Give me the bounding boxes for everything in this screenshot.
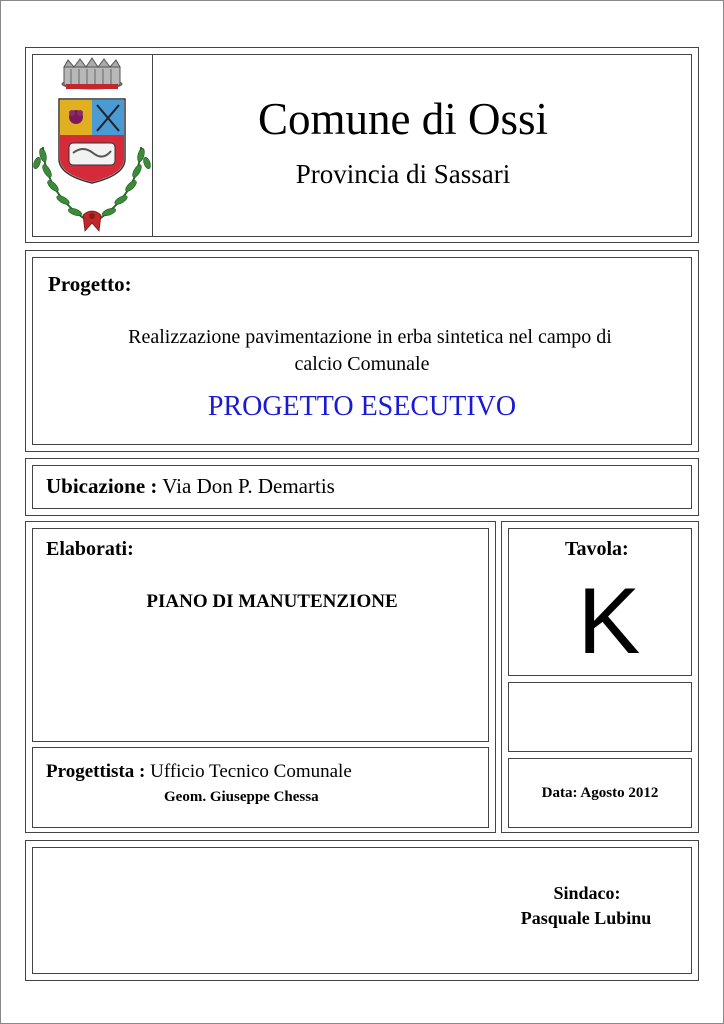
- mayor-label: Sindaco:: [553, 883, 621, 903]
- designer-label: Progettista :: [46, 761, 146, 782]
- location-value: Via Don P. Demartis: [162, 474, 335, 498]
- elaborati-label: Elaborati:: [46, 538, 134, 560]
- crest-cell: [32, 54, 153, 237]
- location-row: [46, 474, 335, 499]
- empty-cell: [508, 682, 692, 752]
- designer-cell: [32, 747, 489, 828]
- province-subtitle: Provincia di Sassari: [295, 159, 511, 189]
- project-label: Progetto:: [48, 272, 132, 296]
- designer-office: Ufficio Tecnico Comunale: [150, 761, 352, 782]
- coat-of-arms-icon: [33, 55, 152, 236]
- tavola-value: K: [577, 568, 641, 673]
- designer-row: [46, 761, 352, 783]
- location-label: Ubicazione :: [46, 474, 158, 498]
- project-description-line1: Realizzazione pavimentazione in erba sintetica nel campo di: [128, 326, 612, 348]
- date-text: Data: Agosto 2012: [541, 785, 659, 801]
- mayor-name: Pasquale Lubinu: [520, 908, 652, 928]
- elaborati-value: PIANO DI MANUTENZIONE: [146, 591, 398, 612]
- project-description-line2: calcio Comunale: [294, 353, 430, 375]
- shield-icon: [59, 99, 125, 183]
- crown-icon: [62, 58, 122, 89]
- page-title: Comune di Ossi: [257, 94, 549, 144]
- designer-person: Geom. Giuseppe Chessa: [164, 789, 319, 805]
- ribbon-icon: [83, 211, 101, 231]
- project-phase: PROGETTO ESECUTIVO: [207, 391, 517, 422]
- tavola-label: Tavola:: [565, 538, 629, 560]
